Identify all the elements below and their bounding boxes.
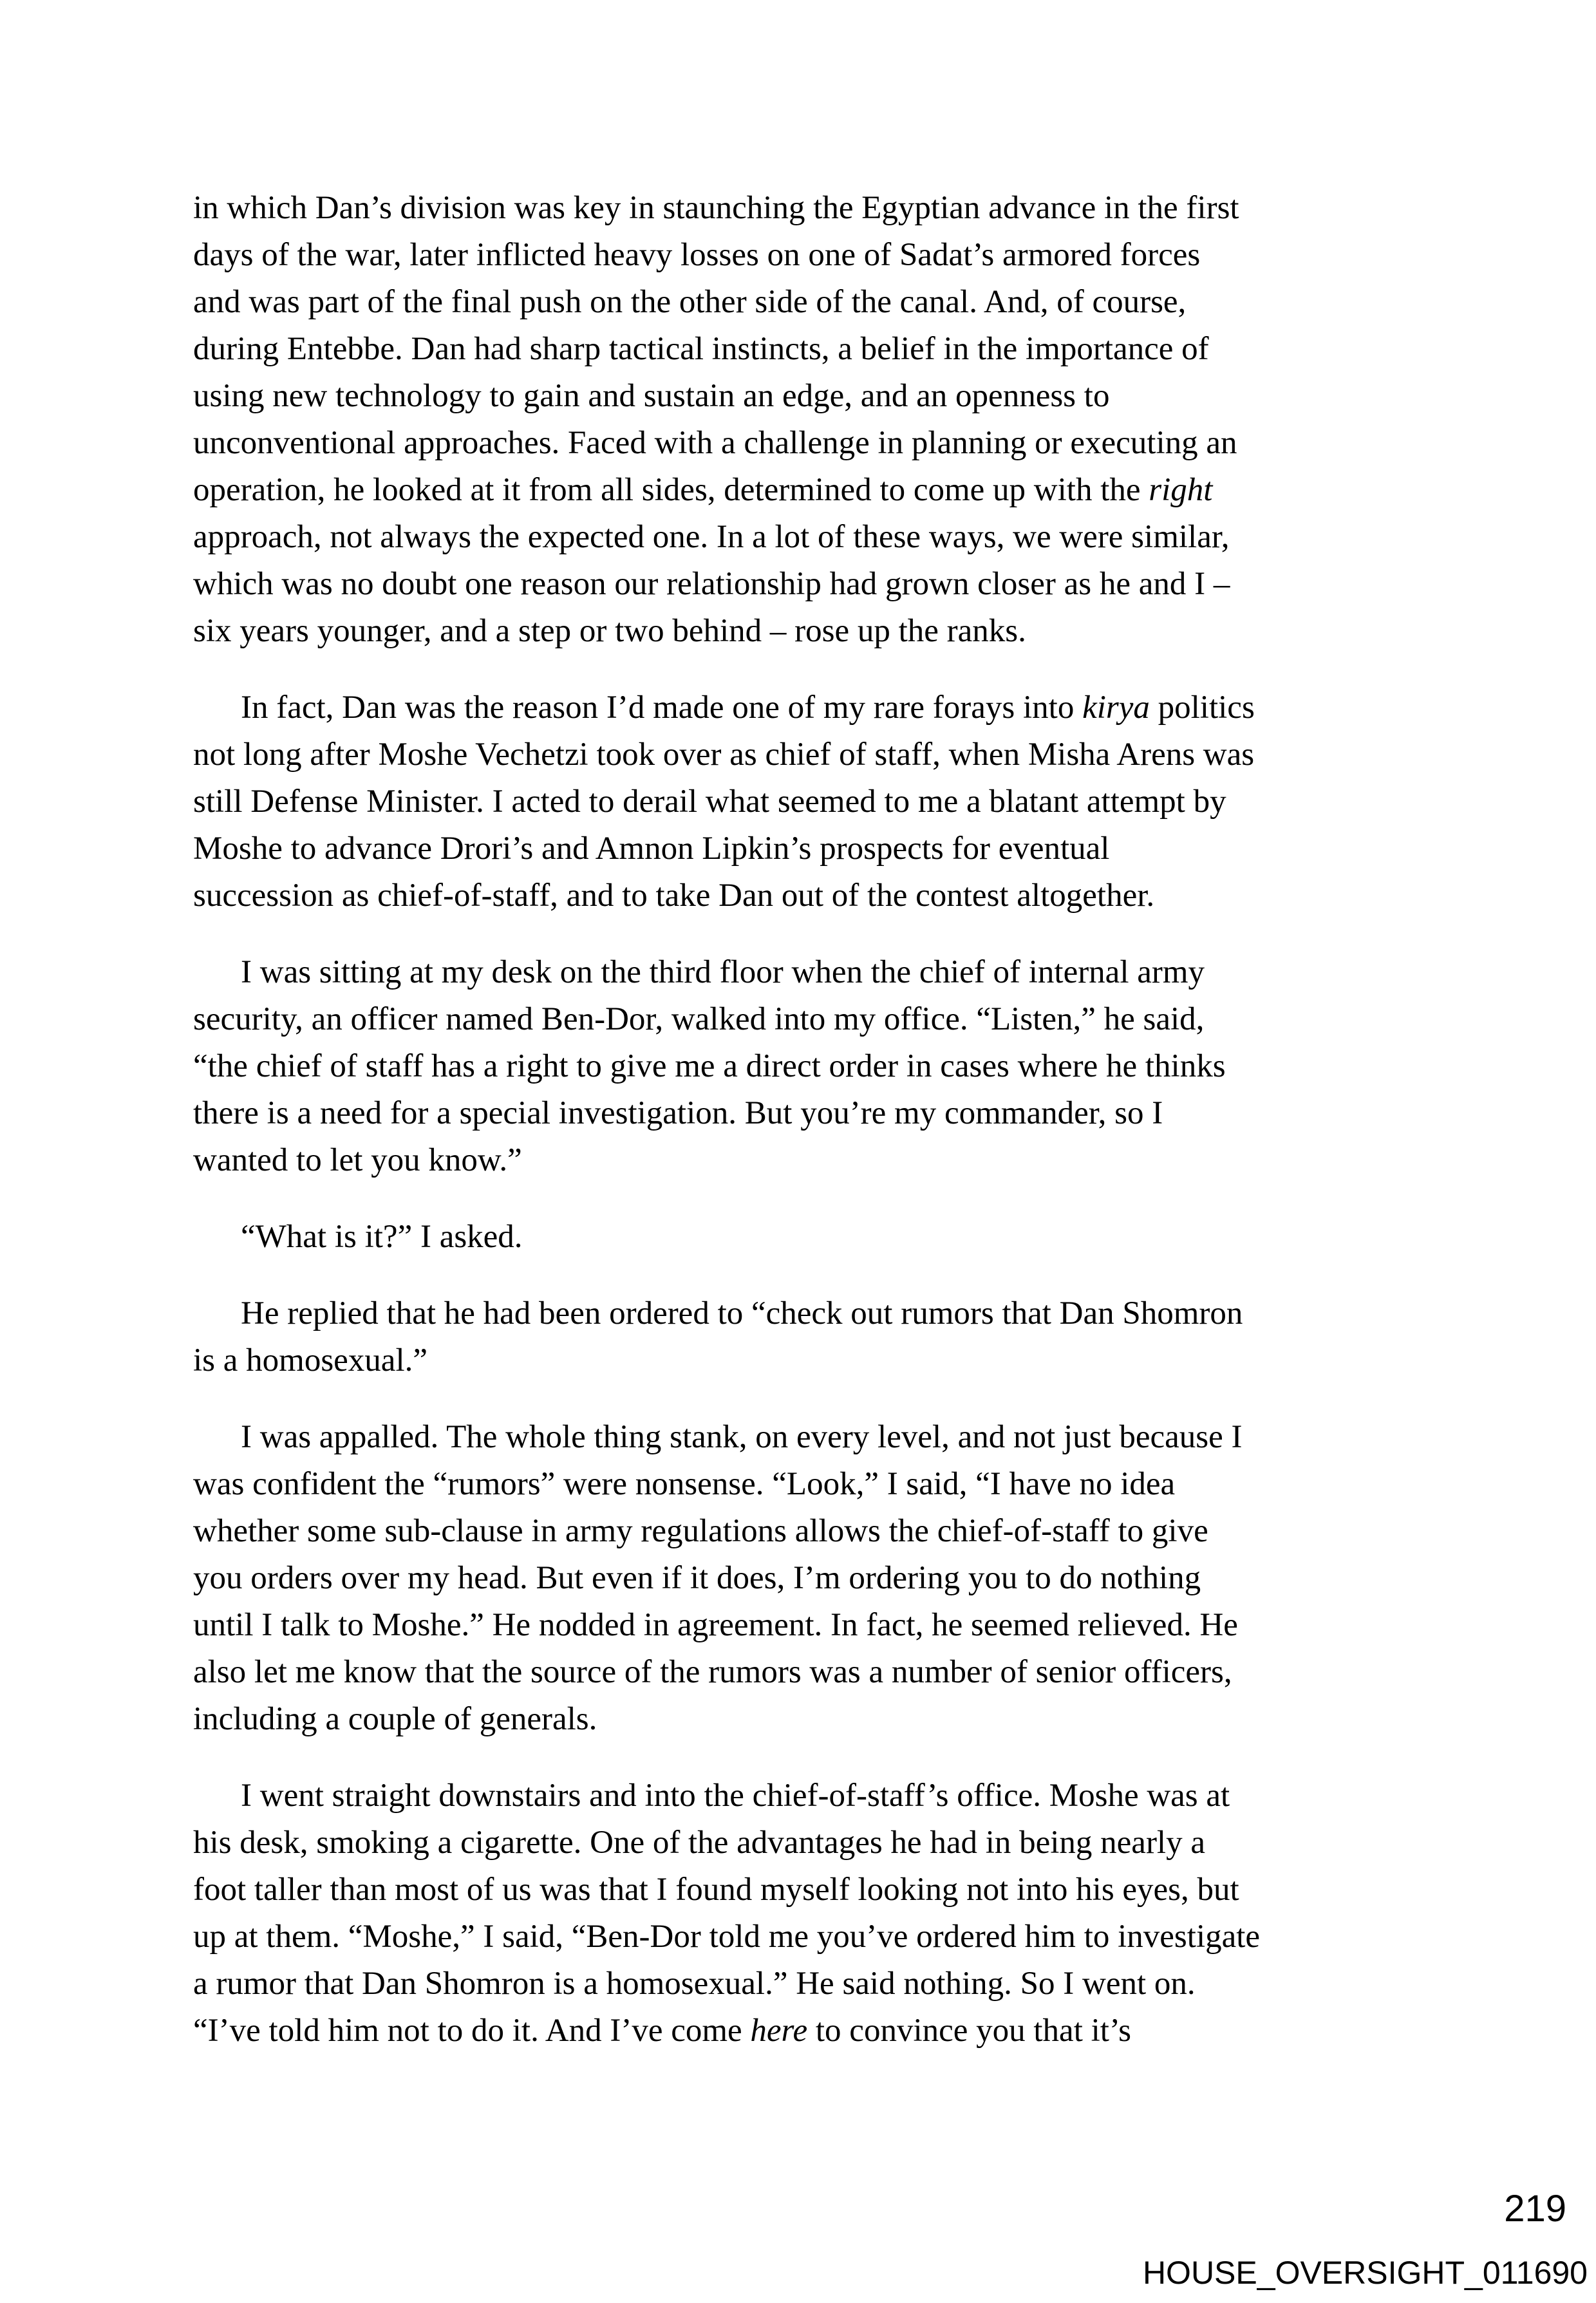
- paragraph: in which Dan’s division was key in staunching the Egyptian advance in the first days of the war, later inflicted heavy losses on one of Sadat’s armored forces and was part of the final push on the other side of the canal. And, of course, during Entebbe. Dan had sharp tactical instincts, a belief in the importance of using new technology to gain and sustain an edge, and an openness to unconventional approaches. Faced with a challenge in planning or executing an operation, he looked at it from all sides, determined to come up with the right approach, not always the expected one. In a lot of these ways, we were similar, which was no doubt one reason our relationship had grown closer as he and I – six years younger, and a step or two behind – rose up the ranks.: [193, 190, 1239, 649]
- paragraph: He replied that he had been ordered to “check out rumors that Dan Shomron is a homosexual.”: [193, 1295, 1243, 1378]
- paragraph: I was appalled. The whole thing stank, on every level, and not just because I was confident the “rumors” were nonsense. “Look,” I said, “I have no idea whether some sub-clause in army regulations allows the chief-of-staff to give you orders over my head. But even if it does, I’m ordering you to do nothing until I talk to Moshe.” He nodded in agreement. In fact, he seemed relieved. He also let me know that the source of the rumors was a number of senior officers, including a couple of generals.: [193, 1419, 1243, 1737]
- paragraph: I went straight downstairs and into the chief-of-staff’s office. Moshe was at his desk, smoking a cigarette. One of the advantages he had in being nearly a foot taller than most of us was that I found myself looking not into his eyes, but up at them. “Moshe,” I said, “Ben-Dor told me you’ve ordered him to investigate a rumor that Dan Shomron is a homosexual.” He said nothing. So I went on. “I’ve told him not to do it. And I’ve come here to convince you that it’s: [193, 1778, 1261, 2049]
- bates-stamp: HOUSE_OVERSIGHT_011690: [1142, 2255, 1588, 2291]
- body-text: [193, 185, 1455, 2084]
- paragraph: I was sitting at my desk on the third floor when the chief of internal army security, an officer named Ben-Dor, walked into my office. “Listen,” he said, “the chief of staff has a right to give me a direct order in cases where he thinks there is a need for a special investigation. But you’re my commander, so I wanted to let you know.”: [193, 954, 1226, 1178]
- paragraph: In fact, Dan was the reason I’d made one of my rare forays into kirya politics not long after Moshe Vechetzi took over as chief of staff, when Misha Arens was still Defense Minister. I acted to derail what seemed to me a blatant attempt by Moshe to advance Drori’s and Amnon Lipkin’s prospects for eventual succession as chief-of-staff, and to take Dan out of the contest altogether.: [193, 690, 1255, 914]
- paragraph: “What is it?” I asked.: [241, 1219, 523, 1255]
- page-number: 219: [1504, 2188, 1566, 2230]
